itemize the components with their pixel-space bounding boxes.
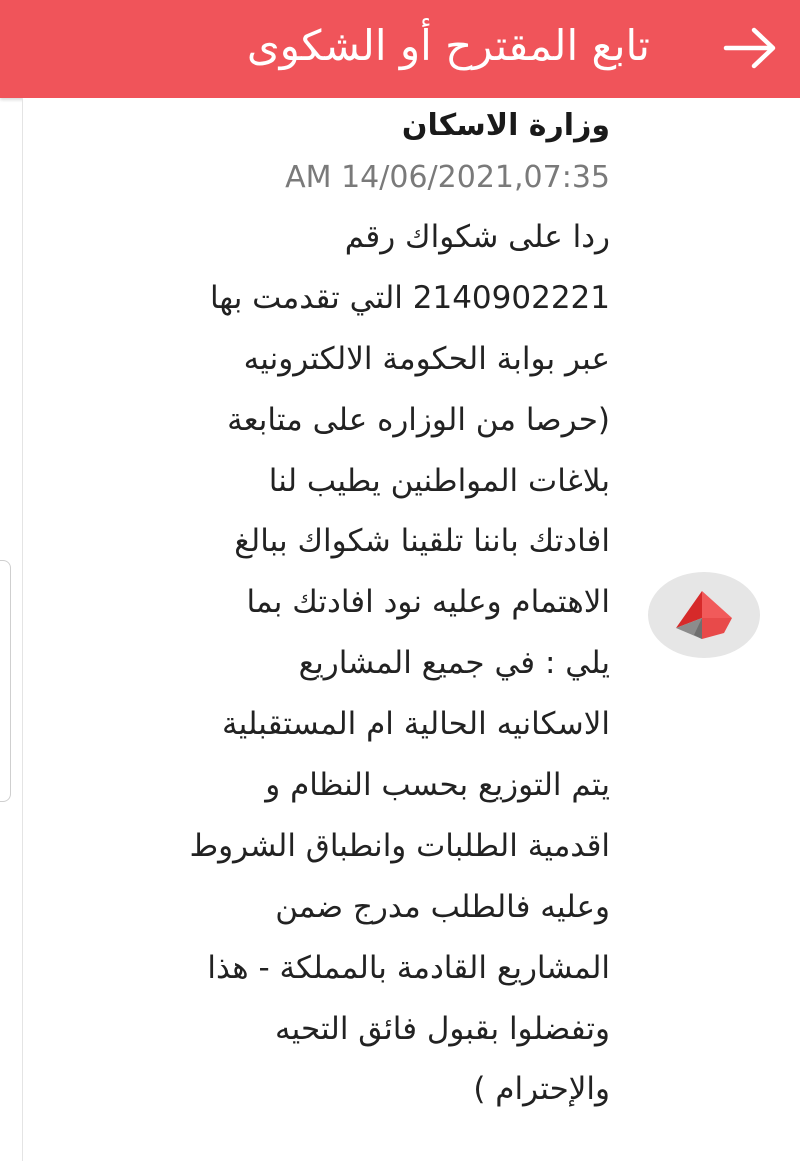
back-button[interactable]: [722, 22, 778, 74]
message-line: اقدمية الطلبات وانطباق الشروط: [189, 827, 610, 864]
message-line: يتم التوزيع بحسب النظام و: [265, 767, 610, 804]
message-line: عبر بوابة الحكومة الالكترونيه: [243, 340, 610, 377]
message-line: والإحترام ): [473, 1071, 610, 1108]
sender-name: وزارة الاسكان: [401, 108, 610, 143]
message-line: الاهتمام وعليه نود افادتك بما: [246, 584, 610, 621]
arrow-right-icon: [722, 25, 778, 71]
message-line: وتفضلوا بقبول فائق التحيه: [275, 1010, 610, 1047]
message-line: بلاغات المواطنين يطيب لنا: [268, 462, 610, 499]
sender-avatar: [648, 572, 760, 658]
side-drawer-handle[interactable]: [0, 560, 11, 802]
message-line: (حرصا من الوزاره على متابعة: [227, 401, 610, 438]
ministry-logo-icon: [672, 588, 736, 642]
message-line: افادتك باننا تلقينا شكواك ببالغ: [234, 523, 610, 560]
message-line: يلي : في جميع المشاريع: [298, 645, 610, 682]
message-line: المشاريع القادمة بالمملكة - هذا: [207, 949, 610, 986]
message-timestamp: AM 14/06/2021,07:35: [285, 160, 610, 195]
page-title: تابع المقترح أو الشكوى: [246, 21, 650, 70]
app-header: [0, 0, 800, 98]
message-line: ردا على شكواك رقم: [344, 219, 610, 255]
message-line: الاسكانيه الحالية ام المستقبلية: [222, 706, 610, 743]
message-line: 2140902221 التي تقدمت بها: [209, 279, 610, 316]
message-body: [50, 207, 610, 1120]
message-line: وعليه فالطلب مدرج ضمن: [275, 888, 610, 925]
